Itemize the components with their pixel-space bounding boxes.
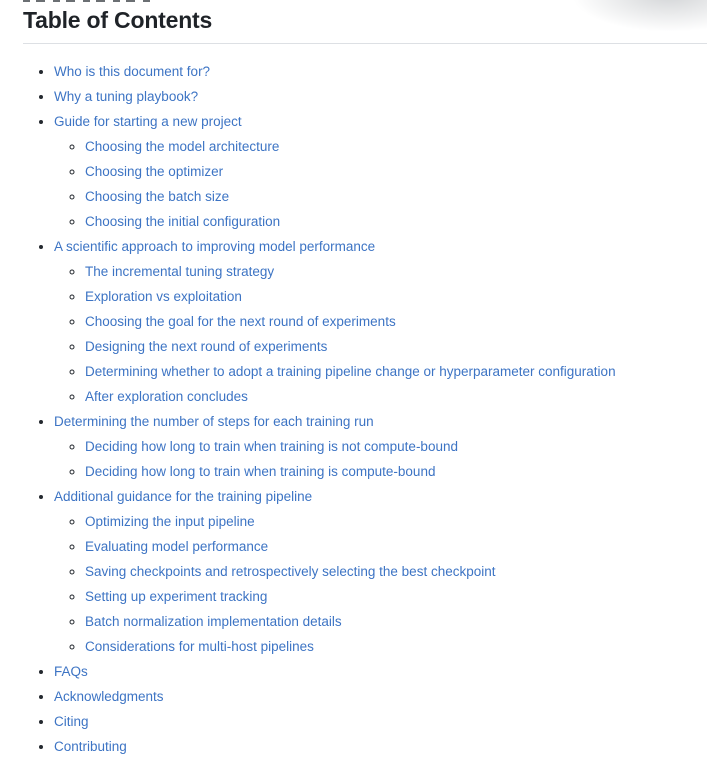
toc-item <box>54 411 707 482</box>
toc-item <box>54 236 707 407</box>
toc-link-incremental-tuning[interactable]: The incremental tuning strategy <box>85 264 275 279</box>
toc-link-evaluating-performance[interactable]: Evaluating model performance <box>85 539 269 554</box>
toc-link-experiment-tracking[interactable]: Setting up experiment tracking <box>85 589 268 604</box>
toc-link-initial-configuration[interactable]: Choosing the initial configuration <box>85 214 281 229</box>
toc-link-optimizer[interactable]: Choosing the optimizer <box>85 164 224 179</box>
toc-subitem <box>85 536 707 557</box>
toc-subitem <box>85 561 707 582</box>
toc-subitem <box>85 611 707 632</box>
toc-subitem <box>85 211 707 232</box>
toc-link-why-a-tuning-playbook[interactable]: Why a tuning playbook? <box>54 89 199 104</box>
toc-item <box>54 486 707 657</box>
toc-link-saving-checkpoints[interactable]: Saving checkpoints and retrospectively selecting the best checkpoint <box>85 564 496 579</box>
toc-link-batch-normalization[interactable]: Batch normalization implementation details <box>85 614 342 629</box>
toc-subitem <box>85 311 707 332</box>
toc-link-designing-next-round[interactable]: Designing the next round of experiments <box>85 339 328 354</box>
toc-item <box>54 61 707 82</box>
toc-subitem <box>85 586 707 607</box>
toc-subitem <box>85 286 707 307</box>
toc-link-acknowledgments[interactable]: Acknowledgments <box>54 689 164 704</box>
toc-link-number-of-steps[interactable]: Determining the number of steps for each training run <box>54 414 374 429</box>
toc-sublist <box>54 136 707 232</box>
toc-subitem <box>85 461 707 482</box>
toc-link-exploration-vs-exploitation[interactable]: Exploration vs exploitation <box>85 289 242 304</box>
toc-subitem <box>85 136 707 157</box>
toc-link-scientific-approach[interactable]: A scientific approach to improving model performance <box>54 239 376 254</box>
toc-link-additional-guidance[interactable]: Additional guidance for the training pipeline <box>54 489 313 504</box>
toc-item <box>54 711 707 732</box>
page-title: Table of Contents <box>23 7 707 44</box>
toc-subitem <box>85 336 707 357</box>
toc-link-who-is-this-document-for[interactable]: Who is this document for? <box>54 64 211 79</box>
toc-link-after-exploration-concludes[interactable]: After exploration concludes <box>85 389 248 404</box>
toc-link-input-pipeline[interactable]: Optimizing the input pipeline <box>85 514 255 529</box>
toc-link-contributing[interactable]: Contributing <box>54 739 127 754</box>
toc-subitem <box>85 186 707 207</box>
toc-link-determining-whether-to-adopt[interactable]: Determining whether to adopt a training pipeline change or hyperparameter configuration <box>85 364 616 379</box>
toc-subitem <box>85 511 707 532</box>
toc-item <box>54 86 707 107</box>
toc-subitem <box>85 636 707 657</box>
toc-subitem <box>85 261 707 282</box>
toc-link-citing[interactable]: Citing <box>54 714 89 729</box>
toc-link-guide-new-project[interactable]: Guide for starting a new project <box>54 114 242 129</box>
toc-link-not-compute-bound[interactable]: Deciding how long to train when training is not compute-bound <box>85 439 458 454</box>
toc-item <box>54 661 707 682</box>
toc-sublist <box>54 436 707 482</box>
cropped-text-remnant <box>23 0 151 2</box>
toc-link-model-architecture[interactable]: Choosing the model architecture <box>85 139 280 154</box>
toc-link-compute-bound[interactable]: Deciding how long to train when training is compute-bound <box>85 464 436 479</box>
table-of-contents-list <box>23 61 707 757</box>
toc-sublist <box>54 261 707 407</box>
toc-item <box>54 686 707 707</box>
toc-link-multi-host-pipelines[interactable]: Considerations for multi-host pipelines <box>85 639 314 654</box>
toc-subitem <box>85 361 707 382</box>
toc-link-batch-size[interactable]: Choosing the batch size <box>85 189 230 204</box>
toc-link-goal-next-round[interactable]: Choosing the goal for the next round of experiments <box>85 314 396 329</box>
toc-subitem <box>85 436 707 457</box>
toc-item <box>54 736 707 757</box>
toc-sublist <box>54 511 707 657</box>
toc-item <box>54 111 707 232</box>
toc-subitem <box>85 386 707 407</box>
toc-link-faqs[interactable]: FAQs <box>54 664 88 679</box>
toc-subitem <box>85 161 707 182</box>
